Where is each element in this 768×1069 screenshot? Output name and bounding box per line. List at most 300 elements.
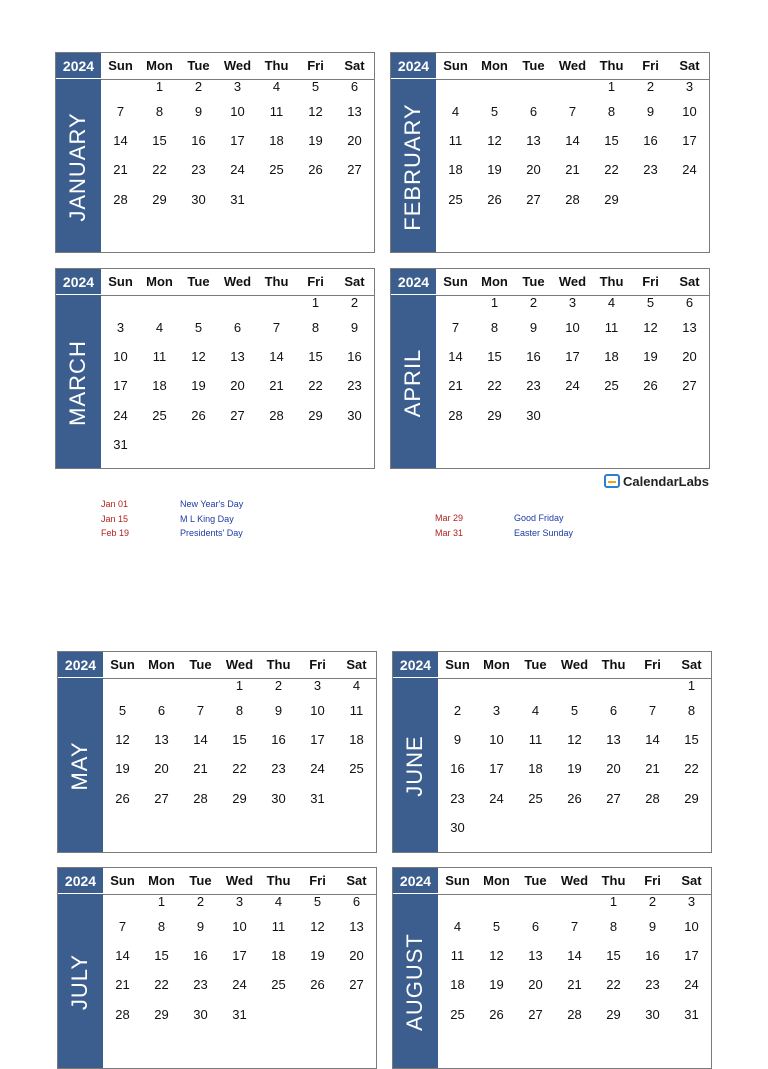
week-row [103, 940, 376, 969]
month-sidebar [393, 652, 438, 852]
day-cell [594, 678, 633, 695]
weekday-label: Sat [346, 657, 367, 672]
day-cell: 25 [448, 191, 463, 207]
month-name: FEBRUARY [400, 102, 425, 231]
day-cell: 24 [230, 162, 245, 178]
day-cell [477, 1028, 516, 1057]
week-row [103, 678, 376, 695]
month-march [55, 268, 375, 469]
week-row [438, 678, 711, 695]
weekday-label: Mon [146, 58, 173, 73]
day-cell [555, 894, 594, 911]
day-cell: 1 [687, 678, 696, 693]
day-cell: 3 [568, 295, 577, 310]
day-cell: 19 [567, 761, 582, 777]
day-cell [257, 429, 296, 458]
day-cell: 8 [687, 703, 696, 718]
day-cell: 24 [232, 977, 247, 993]
week-row [438, 812, 711, 841]
day-cell [553, 429, 592, 458]
day-cell [592, 429, 631, 458]
day-cell: 4 [274, 894, 283, 909]
day-cell: 17 [684, 948, 699, 964]
day-cell: 18 [271, 948, 286, 964]
week-row [438, 753, 711, 782]
day-cell: 22 [606, 977, 621, 993]
day-cell: 15 [487, 349, 502, 365]
day-cell: 1 [311, 295, 320, 310]
weekday-label: Sun [108, 58, 133, 73]
day-cell: 5 [118, 703, 127, 718]
week-row [436, 370, 709, 399]
day-cell: 21 [448, 378, 463, 394]
day-cell: 15 [154, 948, 169, 964]
day-cell: 27 [347, 162, 362, 178]
day-cell: 9 [453, 732, 462, 748]
month-name: JUNE [402, 735, 427, 797]
holiday-date: Mar 29 [435, 513, 464, 523]
day-cell: 7 [196, 703, 205, 718]
weekday-label: Mon [148, 657, 175, 672]
day-cell: 23 [645, 977, 660, 993]
day-cell: 7 [570, 919, 579, 934]
day-cell: 11 [349, 703, 364, 718]
day-cell: 7 [118, 919, 127, 934]
weekday-label: Sun [445, 657, 470, 672]
day-cell [218, 429, 257, 458]
day-cell: 28 [269, 407, 284, 423]
month-january [55, 52, 375, 253]
year-label: 2024 [393, 868, 438, 894]
week-row [436, 295, 709, 312]
day-cell: 19 [487, 162, 502, 178]
holiday-date: Jan 15 [101, 513, 129, 524]
week-row [103, 695, 376, 724]
weekday-label: Sat [679, 58, 700, 73]
week-row [103, 724, 376, 753]
day-cell: 16 [271, 732, 286, 748]
day-cell: 28 [193, 790, 208, 806]
day-cell [438, 894, 477, 911]
day-cell: 22 [487, 378, 502, 394]
day-cell [670, 213, 709, 242]
day-cell: 29 [684, 790, 699, 806]
weekday-label: Fri [642, 274, 659, 289]
day-cell: 6 [157, 703, 166, 718]
weekday-label: Tue [524, 657, 547, 672]
day-cell: 21 [115, 977, 130, 993]
weekday-label: Tue [187, 274, 210, 289]
week-row [436, 400, 709, 429]
week-row [438, 724, 711, 753]
day-cell [101, 213, 140, 242]
day-cell [103, 1028, 142, 1057]
day-cell: 10 [682, 104, 697, 119]
day-grid [436, 79, 709, 242]
day-cell [257, 184, 296, 213]
holiday-entry [435, 511, 635, 525]
week-row [103, 969, 376, 998]
week-row [436, 429, 709, 458]
day-cell: 3 [116, 320, 125, 335]
week-row [101, 370, 374, 399]
day-cell: 26 [115, 790, 130, 806]
day-cell: 7 [568, 104, 577, 119]
day-cell: 29 [232, 790, 247, 806]
day-cell [477, 812, 516, 841]
day-cell: 25 [604, 378, 619, 394]
week-row [103, 783, 376, 812]
day-cell: 10 [489, 732, 504, 748]
weekday-label: Tue [522, 58, 545, 73]
day-cell: 6 [609, 703, 618, 718]
weekday-label: Sun [110, 873, 135, 888]
weekday-label: Wed [225, 873, 254, 888]
weekday-label: Sun [443, 274, 468, 289]
day-cell: 5 [311, 79, 320, 94]
day-cell: 14 [448, 349, 463, 365]
day-cell: 31 [232, 1006, 247, 1022]
day-cell [672, 812, 711, 841]
day-cell: 11 [450, 948, 465, 964]
day-cell: 9 [196, 919, 205, 934]
day-grid [438, 678, 711, 841]
day-cell: 9 [274, 703, 283, 718]
weekday-header [103, 652, 376, 679]
day-cell: 13 [347, 104, 362, 119]
day-cell [477, 894, 516, 911]
week-row [438, 783, 711, 812]
day-cell [296, 184, 335, 213]
day-cell [553, 213, 592, 242]
year-label: 2024 [56, 53, 101, 79]
day-cell: 25 [528, 790, 543, 806]
day-cell: 18 [450, 977, 465, 993]
day-cell: 9 [350, 320, 359, 335]
day-cell: 13 [230, 349, 245, 365]
day-cell: 13 [154, 732, 169, 748]
day-cell: 15 [604, 133, 619, 149]
day-cell [516, 894, 555, 911]
day-cell: 10 [232, 919, 247, 934]
weekday-label: Thu [264, 274, 289, 289]
day-cell: 15 [684, 732, 699, 748]
day-cell: 22 [154, 977, 169, 993]
day-grid [436, 295, 709, 458]
day-cell: 19 [115, 761, 130, 777]
weekday-header [101, 53, 374, 80]
day-cell: 29 [154, 1006, 169, 1022]
weekday-label: Mon [483, 657, 510, 672]
weekday-label: Sat [681, 873, 702, 888]
day-cell: 11 [448, 133, 463, 149]
day-cell: 12 [191, 349, 206, 365]
day-cell: 30 [645, 1006, 660, 1022]
month-august [392, 867, 712, 1069]
day-cell [633, 1028, 672, 1057]
day-cell: 5 [492, 919, 501, 934]
day-cell: 17 [113, 378, 128, 394]
day-cell [298, 812, 337, 841]
day-cell: 14 [113, 133, 128, 149]
year-label: 2024 [58, 868, 103, 894]
week-row [103, 1028, 376, 1057]
day-cell: 11 [528, 732, 543, 748]
month-name: AUGUST [402, 933, 427, 1031]
day-cell [140, 295, 179, 312]
week-row [101, 154, 374, 183]
day-cell [514, 79, 553, 96]
week-row [101, 96, 374, 125]
weekday-label: Fri [309, 873, 326, 888]
day-cell [555, 812, 594, 841]
day-cell [436, 79, 475, 96]
year-label: 2024 [393, 652, 438, 678]
day-cell: 21 [269, 378, 284, 394]
brand-name: CalendarLabs [623, 473, 709, 489]
day-cell: 7 [648, 703, 657, 718]
day-cell: 5 [570, 703, 579, 718]
day-cell: 25 [349, 761, 364, 777]
week-row [438, 695, 711, 724]
weekday-label: Thu [264, 58, 289, 73]
day-cell [438, 678, 477, 695]
day-cell: 21 [193, 761, 208, 777]
day-cell: 28 [645, 790, 660, 806]
day-cell: 13 [528, 948, 543, 964]
month-sidebar [393, 868, 438, 1068]
day-cell: 21 [645, 761, 660, 777]
day-cell: 25 [450, 1006, 465, 1022]
day-cell: 27 [526, 191, 541, 207]
day-cell: 19 [489, 977, 504, 993]
day-cell [218, 295, 257, 312]
day-cell: 18 [448, 162, 463, 178]
day-cell: 8 [157, 919, 166, 934]
day-cell [181, 1028, 220, 1057]
day-cell [633, 678, 672, 695]
day-cell: 2 [194, 79, 203, 94]
weekday-label: Sun [445, 873, 470, 888]
day-cell [337, 783, 376, 812]
day-cell: 16 [347, 349, 362, 365]
weekday-label: Sat [344, 58, 365, 73]
day-cell: 5 [194, 320, 203, 335]
weekday-label: Sat [679, 274, 700, 289]
weekday-label: Fri [309, 657, 326, 672]
year-label: 2024 [391, 269, 436, 295]
day-cell [298, 1028, 337, 1057]
day-cell [631, 400, 670, 429]
day-cell: 22 [152, 162, 167, 178]
month-june [392, 651, 712, 853]
weekday-label: Wed [560, 657, 589, 672]
week-row [436, 79, 709, 96]
day-cell: 10 [565, 320, 580, 335]
day-cell: 8 [311, 320, 320, 335]
day-cell: 4 [607, 295, 616, 310]
day-cell: 27 [682, 378, 697, 394]
day-cell: 25 [152, 407, 167, 423]
day-cell: 22 [232, 761, 247, 777]
week-row [103, 812, 376, 841]
day-cell: 4 [272, 79, 281, 94]
day-cell: 26 [310, 977, 325, 993]
day-cell: 16 [191, 133, 206, 149]
day-cell: 28 [113, 191, 128, 207]
weekday-label: Tue [189, 873, 212, 888]
day-cell [335, 213, 374, 242]
weekday-label: Thu [601, 873, 626, 888]
day-cell: 25 [269, 162, 284, 178]
weekday-label: Fri [642, 58, 659, 73]
day-cell: 6 [685, 295, 694, 310]
day-cell: 14 [115, 948, 130, 964]
day-cell: 4 [155, 320, 164, 335]
day-cell: 28 [567, 1006, 582, 1022]
day-cell [477, 678, 516, 695]
weekday-label: Tue [522, 274, 545, 289]
day-cell: 18 [349, 732, 364, 748]
weekday-header [101, 269, 374, 296]
day-cell [142, 678, 181, 695]
day-cell [436, 295, 475, 312]
holiday-entry [435, 526, 635, 540]
day-cell [179, 429, 218, 458]
day-cell: 22 [604, 162, 619, 178]
day-cell: 11 [604, 320, 619, 335]
weekday-label: Sat [681, 657, 702, 672]
day-cell: 20 [349, 948, 364, 964]
day-cell [179, 295, 218, 312]
day-cell [259, 812, 298, 841]
weekday-header [436, 53, 709, 80]
day-cell: 10 [684, 919, 699, 934]
day-grid [103, 894, 376, 1057]
day-cell: 14 [565, 133, 580, 149]
day-cell [337, 1028, 376, 1057]
month-sidebar [58, 652, 103, 852]
day-cell: 28 [565, 191, 580, 207]
week-row [438, 999, 711, 1028]
day-cell: 11 [271, 919, 286, 934]
weekday-label: Thu [599, 58, 624, 73]
day-cell: 12 [487, 133, 502, 149]
day-cell [220, 812, 259, 841]
day-cell [594, 1028, 633, 1057]
week-row [101, 312, 374, 341]
day-cell: 4 [453, 919, 462, 934]
week-row [101, 79, 374, 96]
day-cell: 31 [684, 1006, 699, 1022]
weekday-label: Sun [443, 58, 468, 73]
day-cell: 15 [606, 948, 621, 964]
weekday-header [438, 868, 711, 895]
weekday-label: Wed [560, 873, 589, 888]
weekday-label: Mon [148, 873, 175, 888]
day-cell: 24 [113, 407, 128, 423]
day-cell: 26 [643, 378, 658, 394]
week-row [436, 96, 709, 125]
day-cell: 17 [682, 133, 697, 149]
day-cell: 27 [528, 1006, 543, 1022]
day-cell [103, 812, 142, 841]
day-cell: 22 [684, 761, 699, 777]
day-cell: 6 [531, 919, 540, 934]
day-cell: 3 [685, 79, 694, 94]
week-row [101, 213, 374, 242]
day-cell: 26 [567, 790, 582, 806]
day-cell: 19 [310, 948, 325, 964]
weekday-label: Tue [189, 657, 212, 672]
day-cell [259, 1028, 298, 1057]
day-cell: 5 [490, 104, 499, 119]
weekday-label: Mon [481, 274, 508, 289]
day-cell: 7 [116, 104, 125, 119]
month-may [57, 651, 377, 853]
day-cell: 1 [157, 894, 166, 909]
day-cell: 29 [606, 1006, 621, 1022]
day-cell [257, 213, 296, 242]
weekday-label: Wed [223, 58, 252, 73]
day-cell: 12 [115, 732, 130, 748]
weekday-label: Sat [344, 274, 365, 289]
weekday-label: Thu [599, 274, 624, 289]
day-cell [337, 812, 376, 841]
day-cell: 9 [646, 104, 655, 119]
day-cell: 6 [529, 104, 538, 119]
week-row [438, 940, 711, 969]
day-cell: 16 [526, 349, 541, 365]
week-row [101, 125, 374, 154]
weekday-label: Sat [346, 873, 367, 888]
day-cell: 31 [113, 436, 128, 452]
weekday-header [438, 652, 711, 679]
day-cell: 9 [648, 919, 657, 934]
day-cell: 12 [567, 732, 582, 748]
month-sidebar [391, 269, 436, 468]
month-name: JANUARY [65, 111, 90, 222]
weekday-label: Mon [146, 274, 173, 289]
day-grid [101, 79, 374, 242]
day-cell: 23 [193, 977, 208, 993]
day-cell: 26 [487, 191, 502, 207]
day-cell: 30 [526, 407, 541, 423]
day-cell [218, 213, 257, 242]
day-cell [475, 79, 514, 96]
day-cell [592, 400, 631, 429]
day-cell: 24 [565, 378, 580, 394]
weekday-label: Fri [644, 873, 661, 888]
day-cell: 17 [565, 349, 580, 365]
weekday-label: Mon [483, 873, 510, 888]
day-cell [670, 400, 709, 429]
day-cell: 27 [606, 790, 621, 806]
day-cell: 16 [450, 761, 465, 777]
day-cell: 27 [349, 977, 364, 993]
week-row [436, 213, 709, 242]
day-cell: 8 [607, 104, 616, 119]
week-row [101, 400, 374, 429]
day-cell: 23 [643, 162, 658, 178]
weekday-label: Thu [266, 873, 291, 888]
day-cell: 21 [565, 162, 580, 178]
day-cell: 2 [350, 295, 359, 310]
day-cell: 12 [489, 948, 504, 964]
day-cell: 23 [347, 378, 362, 394]
day-cell: 30 [347, 407, 362, 423]
day-cell: 31 [230, 191, 245, 207]
